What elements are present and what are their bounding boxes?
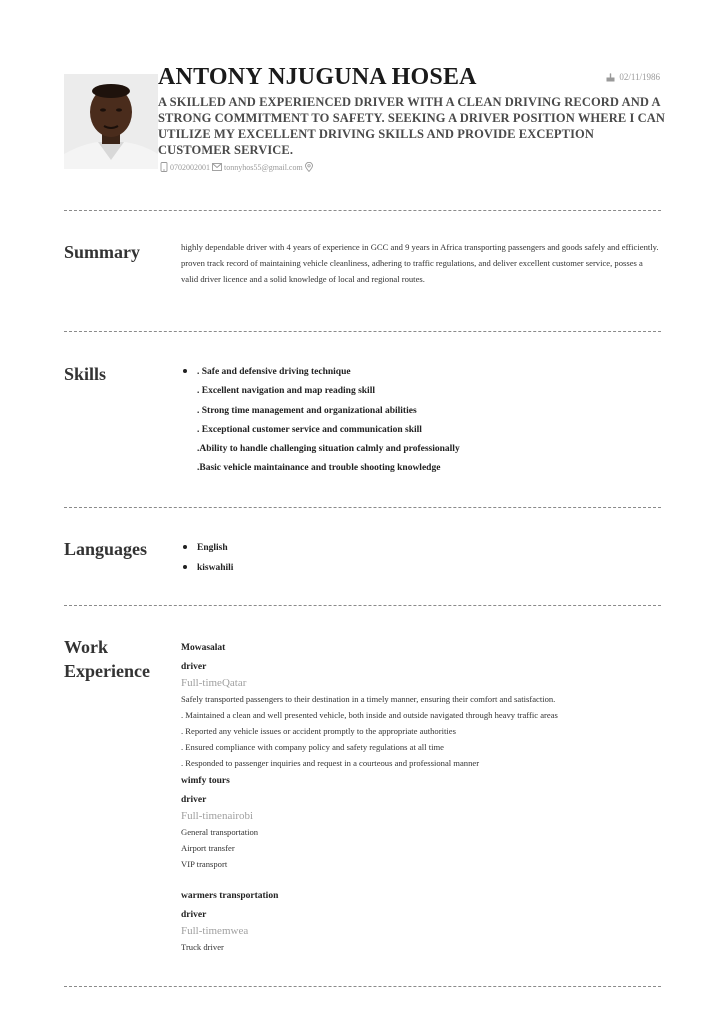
section-divider [64, 331, 661, 332]
job-type-location: Full-timenairobi [181, 810, 254, 822]
skill-item: . Safe and defensive driving technique [181, 363, 460, 382]
skill-item: . Excellent navigation and map reading skill [197, 386, 375, 397]
job-title: driver [181, 662, 207, 672]
phone-number[interactable]: 0702002001 [170, 162, 210, 172]
birthday-cake-icon [606, 73, 615, 82]
job-title: driver [181, 910, 207, 920]
language-item: kiswahili [181, 559, 233, 579]
bullet-icon [183, 369, 187, 373]
dob-text: 02/11/1986 [619, 72, 660, 82]
job-description-line: General transportation [181, 827, 259, 837]
job-type-location: Full-timemwea [181, 925, 249, 937]
section-divider [64, 986, 661, 987]
skill-item: . Strong time management and organizational abilities [197, 405, 417, 416]
candidate-name: ANTONY NJUGUNA HOSEA [158, 64, 477, 90]
job-title: driver [181, 795, 207, 805]
job-entry [181, 886, 661, 955]
job-description-line: . Responded to passenger inquiries and request in a courteous and professional manner [181, 758, 480, 768]
job-company: warmers transportation [181, 891, 279, 901]
location-pin-icon [305, 162, 313, 172]
person-photo-icon [64, 74, 158, 169]
language-item: English [181, 539, 233, 559]
job-description-line: . Ensured compliance with company policy and safety regulations at all time [181, 742, 444, 752]
email-address[interactable]: tonnyhos55@gmail.com [224, 162, 303, 172]
job-description-line: Safely transported passengers to their destination in a timely manner, ensuring their comfort and satisfaction. [181, 694, 556, 704]
section-divider [64, 605, 661, 606]
job-description-line: . Reported any vehicle issues or accident promptly to the appropriate authorities [181, 726, 456, 736]
job-description-line: VIP transport [181, 859, 228, 869]
section-divider [64, 507, 661, 508]
job-entry [181, 771, 661, 872]
skills-list [181, 363, 460, 479]
languages-list [181, 539, 233, 579]
summary-text: highly dependable driver with 4 years of experience in GCC and 9 years in Africa transporting passengers and goods safely and efficiently. proven track record of maintaining vehicle cleanliness, adhering to traffic regulations, and deliver excellent customer service, posses a valid driver licence and a solid knowledge of local and regional routes. [181, 242, 659, 284]
work-experience-heading: Work Experience [64, 637, 150, 681]
skill-item: .Basic vehicle maintainance and trouble shooting knowledge [197, 463, 441, 474]
job-entry [181, 638, 661, 771]
job-description-line: Truck driver [181, 942, 224, 952]
date-of-birth [606, 72, 660, 82]
phone-icon [160, 162, 168, 172]
spacer [181, 872, 661, 886]
job-company: Mowasalat [181, 643, 226, 653]
summary-heading: Summary [64, 242, 140, 262]
contact-info [160, 162, 313, 172]
skill-item: . Exceptional customer service and communication skill [197, 424, 422, 435]
job-type-location: Full-timeQatar [181, 677, 247, 689]
skills-heading: Skills [64, 364, 107, 384]
work-experience-list [181, 638, 661, 955]
headline: A SKILLED AND EXPERIENCED DRIVER WITH A CLEAN DRIVING RECORD AND A STRONG COMMITMENT TO SAFETY. SEEKING A DRIVER POSITION WHERE I CAN UTILIZE MY EXCELLENT DRIVING SKILLS AND PROVIDE EXCEPTION CUSTOMER SERVICE. [158, 95, 666, 157]
bullet-icon [183, 545, 187, 549]
job-description-line: Airport transfer [181, 843, 235, 853]
job-company: wimfy tours [181, 776, 230, 786]
email-icon [212, 163, 222, 171]
bullet-icon [183, 565, 187, 569]
job-description-line: . Maintained a clean and well presented vehicle, both inside and outside navigated through heavy traffic areas [181, 710, 558, 720]
section-divider [64, 210, 661, 211]
skill-item: .Ability to handle challenging situation calmly and professionally [197, 444, 460, 455]
profile-photo [64, 74, 158, 169]
languages-heading: Languages [64, 539, 148, 559]
